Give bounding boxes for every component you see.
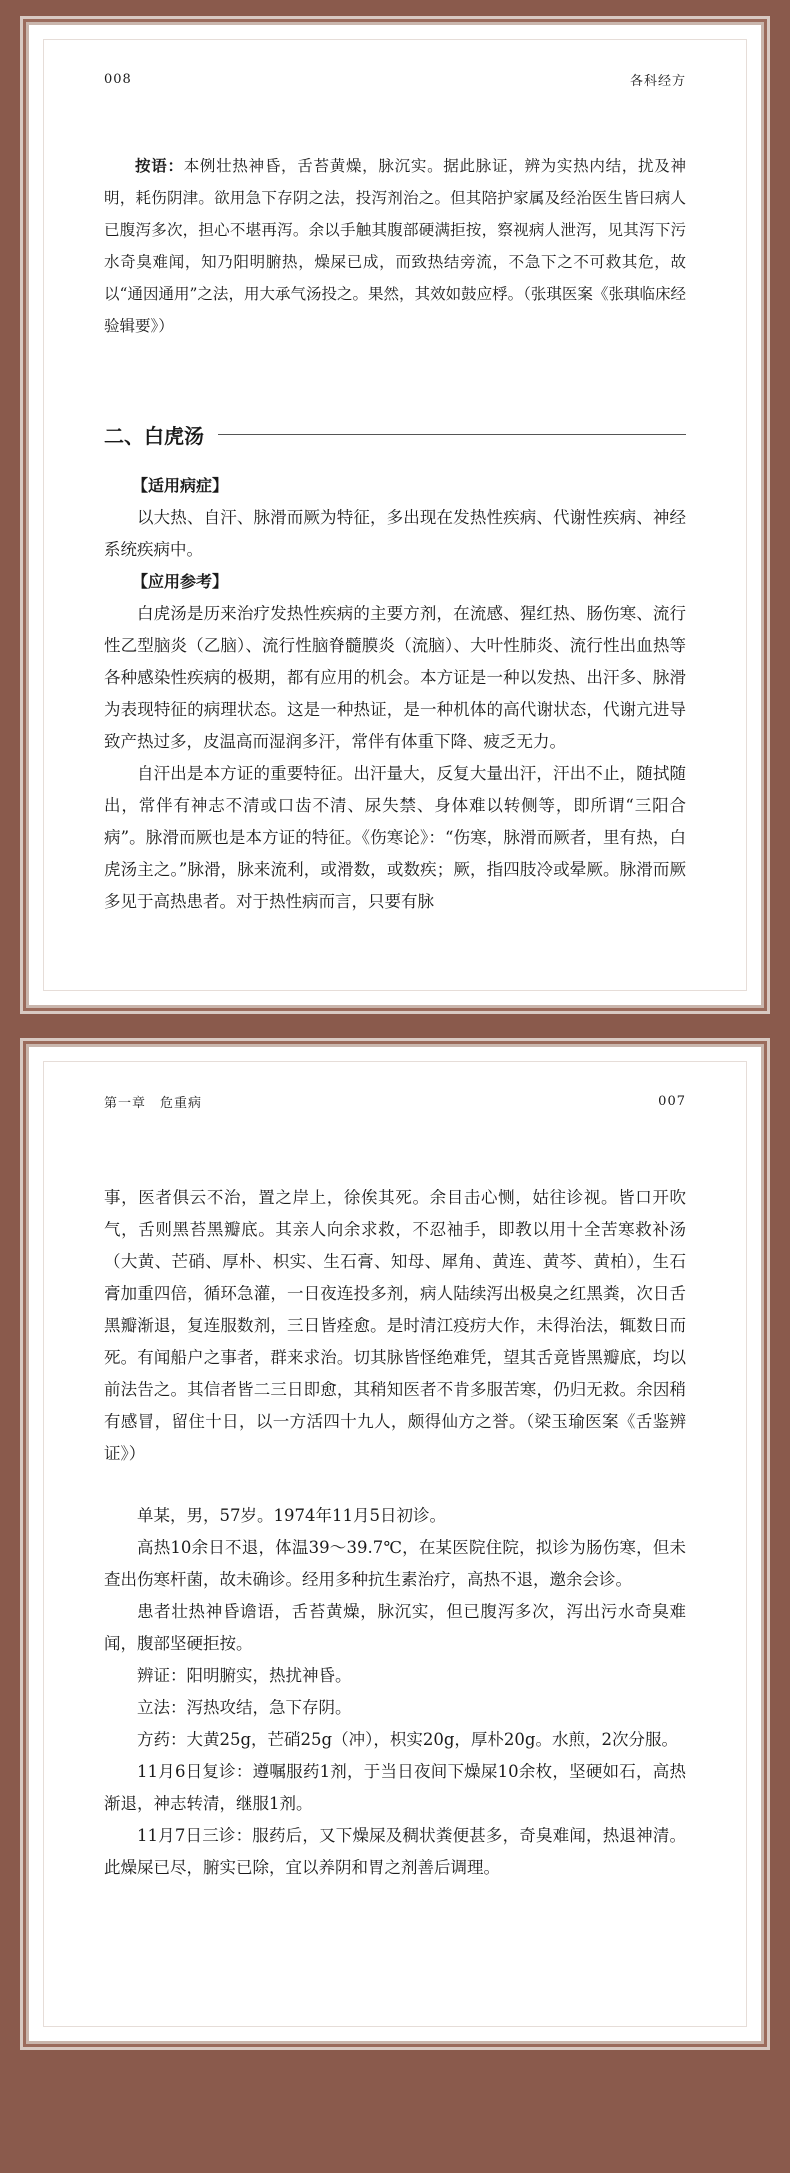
reference-heading: 【应用参考】 — [132, 572, 229, 591]
chapter-title: 第一章 危重病 — [104, 1095, 203, 1111]
case-history: 高热10余日不退，体温39～39.7℃，在某医院住院，拟诊为肠伤寒，但未查出伤寒杆菌，故未确诊。经用多种抗生素治疗，高热不退，邀余会诊。 — [104, 1538, 686, 1589]
section-rule — [218, 434, 686, 435]
reference-paragraph-2: 自汗出是本方证的重要特征。出汗量大，反复大量出汗，汗出不止，随拭随出，常伴有神志不清或口齿不清、尿失禁、身体难以转侧等，即所谓“三阳合病”。脉滑而厥也是本方证的特征。《伤寒论》：“伤寒，脉滑而厥者，里有热，白虎汤主之。”脉滑，脉来流利，或滑数，或数疾；厥，指四肢冷或晕厥。脉滑而厥多见于高热患者。对于热性病而言，只要有脉 — [104, 764, 686, 911]
case-followup-2: 11月7日三诊：服药后，又下燥屎及稠状粪便甚多，奇臭难闻，热退神清。此燥屎已尽，腑实已除，宜以养阴和胃之剂善后调理。 — [104, 1826, 686, 1877]
case-intro: 单某，男，57岁。1974年11月5日初诊。 — [137, 1506, 446, 1525]
section-title-text: 二、白虎汤 — [104, 424, 204, 448]
page-007 — [43, 1061, 747, 2027]
case-diagnosis: 辨证：阳明腑实，热扰神昏。 — [137, 1666, 352, 1685]
spacer — [104, 1470, 686, 1500]
page-header — [104, 68, 686, 90]
page-header — [104, 1090, 686, 1112]
paragraph-continued: 事，医者俱云不治，置之岸上，徐俟其死。余目击心恻，姑往诊视。皆口开吹气，舌则黑苔黑瓣底。其亲人向余求救，不忍袖手，即教以用十全苦寒救补汤（大黄、芒硝、厚朴、枳实、生石膏、知母、犀角、黄连、黄芩、黄柏），生石膏加重四倍，循环急灌，一日夜连投多剂，病人陆续泻出极臭之红黑粪，次日舌黑瓣渐退，复连服数剂，三日皆痊愈。是时清江疫疠大作，未得治法，辄数日而死。有闻船户之事者，群来求治。切其脉皆怪绝难凭，望其舌竟皆黑瓣底，均以前法告之。其信者皆二三日即愈，其稍知医者不肯多服苦寒，仍归无救。余因稍有感冒，留住十日，以一方活四十九人，颇得仙方之誉。（梁玉瑜医案《舌鉴辨证》） — [104, 1188, 686, 1463]
case-symptoms: 患者壮热神昏谵语，舌苔黄燥，脉沉实，但已腹泻多次，泻出污水奇臭难闻，腹部坚硬拒按。 — [104, 1602, 686, 1653]
page-number: 008 — [104, 71, 132, 87]
running-title: 各科经方 — [629, 73, 686, 89]
bottom-page-frame — [26, 1044, 764, 2044]
indication-text: 以大热、自汗、脉滑而厥为特征，多出现在发热性疾病、代谢性疾病、神经系统疾病中。 — [104, 508, 686, 559]
reference-paragraph-1: 白虎汤是历来治疗发热性疾病的主要方剂，在流感、猩红热、肠伤寒、流行性乙型脑炎（乙脑）、流行性脑脊髓膜炎（流脑）、大叶性肺炎、流行性出血热等各种感染性疾病的极期，都有应用的机会。本方证是一种以发热、出汗多、脉滑为表现特征的病理状态。这是一种热证，是一种机体的高代谢状态，代谢亢进导致产热过多，皮温高而湿润多汗，常伴有体重下降、疲乏无力。 — [104, 604, 686, 751]
page-body — [104, 1182, 686, 1884]
note-lead: 按语： — [135, 156, 184, 175]
note-body: 本例壮热神昏，舌苔黄燥，脉沉实。据此脉证，辨为实热内结，扰及神明，耗伤阴津。欲用急下存阴之法，投泻剂治之。但其陪护家属及经治医生皆曰病人已腹泻多次，担心不堪再泻。余以手触其腹部硬满拒按，察视病人泄泻，见其泻下污水奇臭难闻，知乃阳明腑热，燥屎已成，而致热结旁流，不急下之不可救其危，故以“通因通用”之法，用大承气汤投之。果然，其效如鼓应桴。（张琪医案《张琪临床经验辑要》） — [104, 157, 686, 335]
page-008 — [43, 39, 747, 991]
section-title — [104, 420, 686, 449]
section-body — [104, 470, 686, 918]
top-page-frame — [26, 22, 764, 1008]
case-followup-1: 11月6日复诊：遵嘱服药1剂，于当日夜间下燥屎10余枚，坚硬如石，高热渐退，神志转清，继服1剂。 — [104, 1762, 686, 1813]
case-note — [104, 150, 686, 342]
case-method: 立法：泻热攻结，急下存阴。 — [137, 1698, 352, 1717]
case-prescription: 方药：大黄25g，芒硝25g（冲），枳实20g，厚朴20g。水煎，2次分服。 — [137, 1730, 678, 1749]
indication-heading: 【适用病症】 — [132, 476, 229, 495]
page-number: 007 — [658, 1093, 686, 1109]
